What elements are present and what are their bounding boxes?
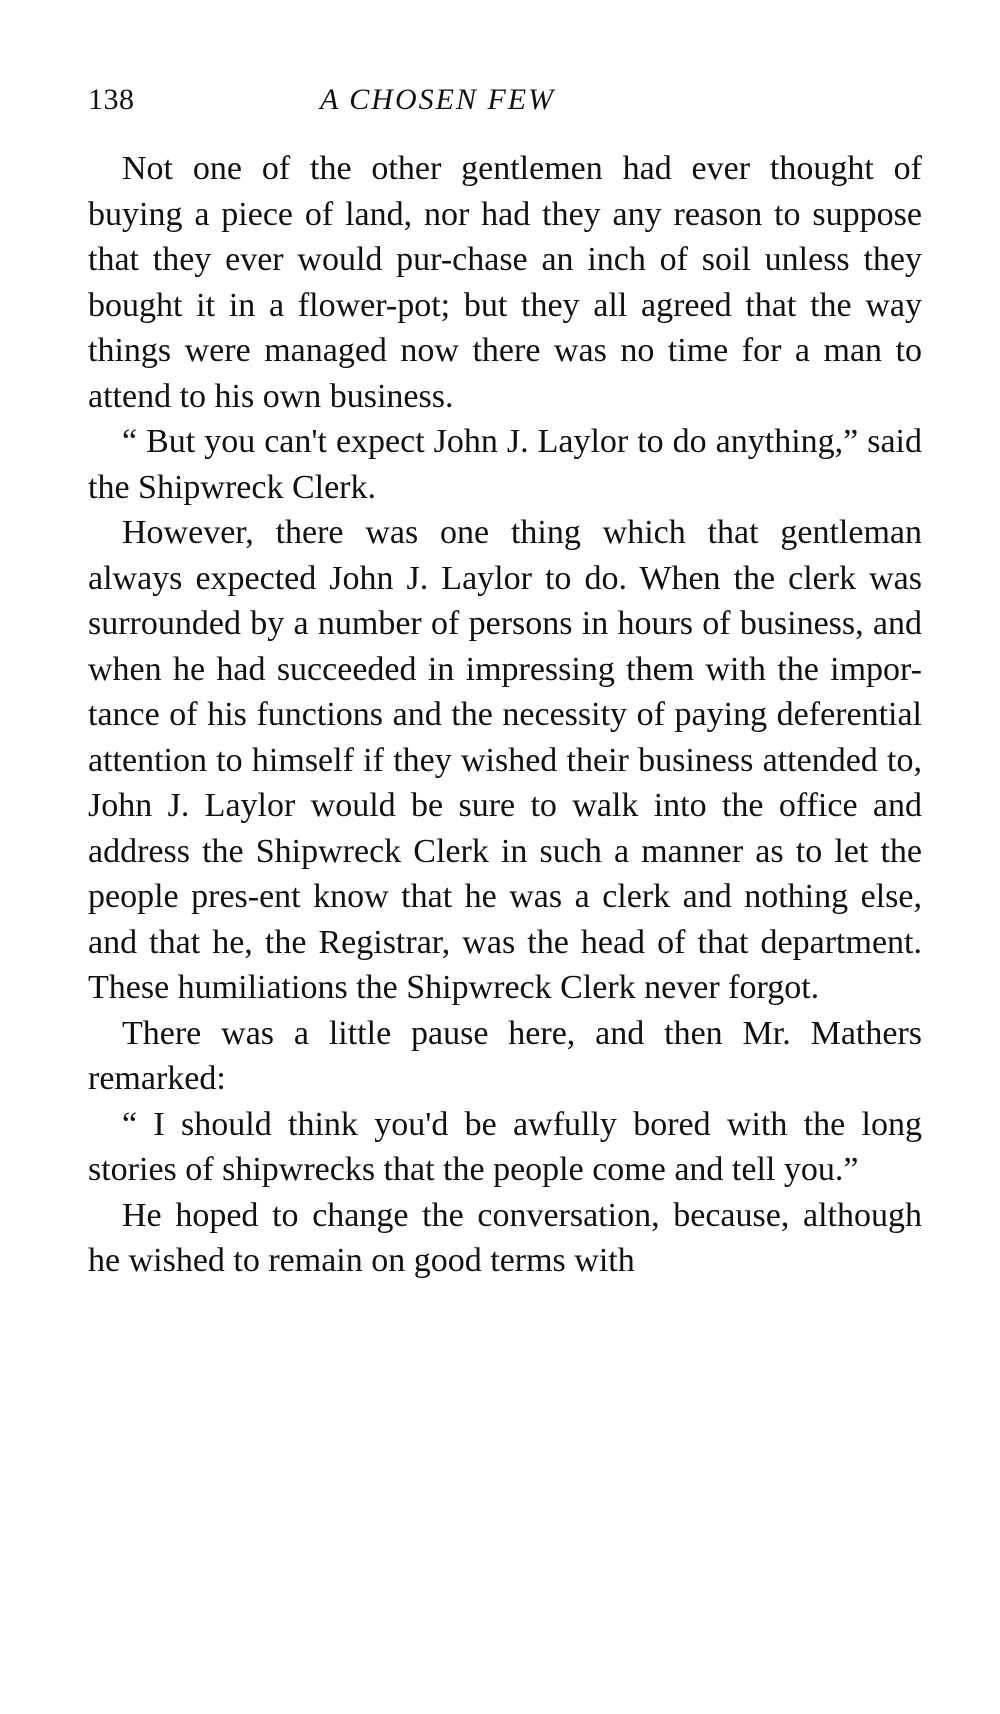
paragraph: There was a little pause here, and then Mr. Mathers remarked: — [88, 1014, 922, 1097]
paragraph: “ But you can't expect John J. Laylor to do anything,” said the Shipwreck Clerk. — [88, 423, 922, 506]
body-text — [88, 146, 922, 1284]
paragraph: Not one of the other gentlemen had ever thought of buying a piece of land, nor had they any reason to suppose that they ever would pur-chase an inch of soil unless they bought it in a flower-pot; but they all agreed that the way things were managed now there was no time for a man to attend to his own business. — [88, 150, 922, 415]
page-number: 138 — [88, 83, 135, 116]
paragraph: However, there was one thing which that gentleman always expected John J. Laylor to do. When the clerk was surrounded by a number of persons in hours of business, and when he had succeeded in impressing them with the impor-tance of his functions and the necessity of paying deferential attention to himself if they wished their business attended to, John J. Laylor would be sure to walk into the office and address the Shipwreck Clerk in such a manner as to let the people pres-ent know that he was a clerk and nothing else, and that he, the Registrar, was the head of that department. These humiliations the Shipwreck Clerk never forgot. — [88, 514, 922, 1006]
paragraph: He hoped to change the conversation, because, although he wished to remain on good terms with — [88, 1196, 922, 1279]
paragraph: “ I should think you'd be awfully bored with the long stories of shipwrecks that the people come and tell you.” — [88, 1105, 922, 1188]
running-head — [88, 80, 922, 124]
book-title: A CHOSEN FEW — [320, 83, 556, 116]
